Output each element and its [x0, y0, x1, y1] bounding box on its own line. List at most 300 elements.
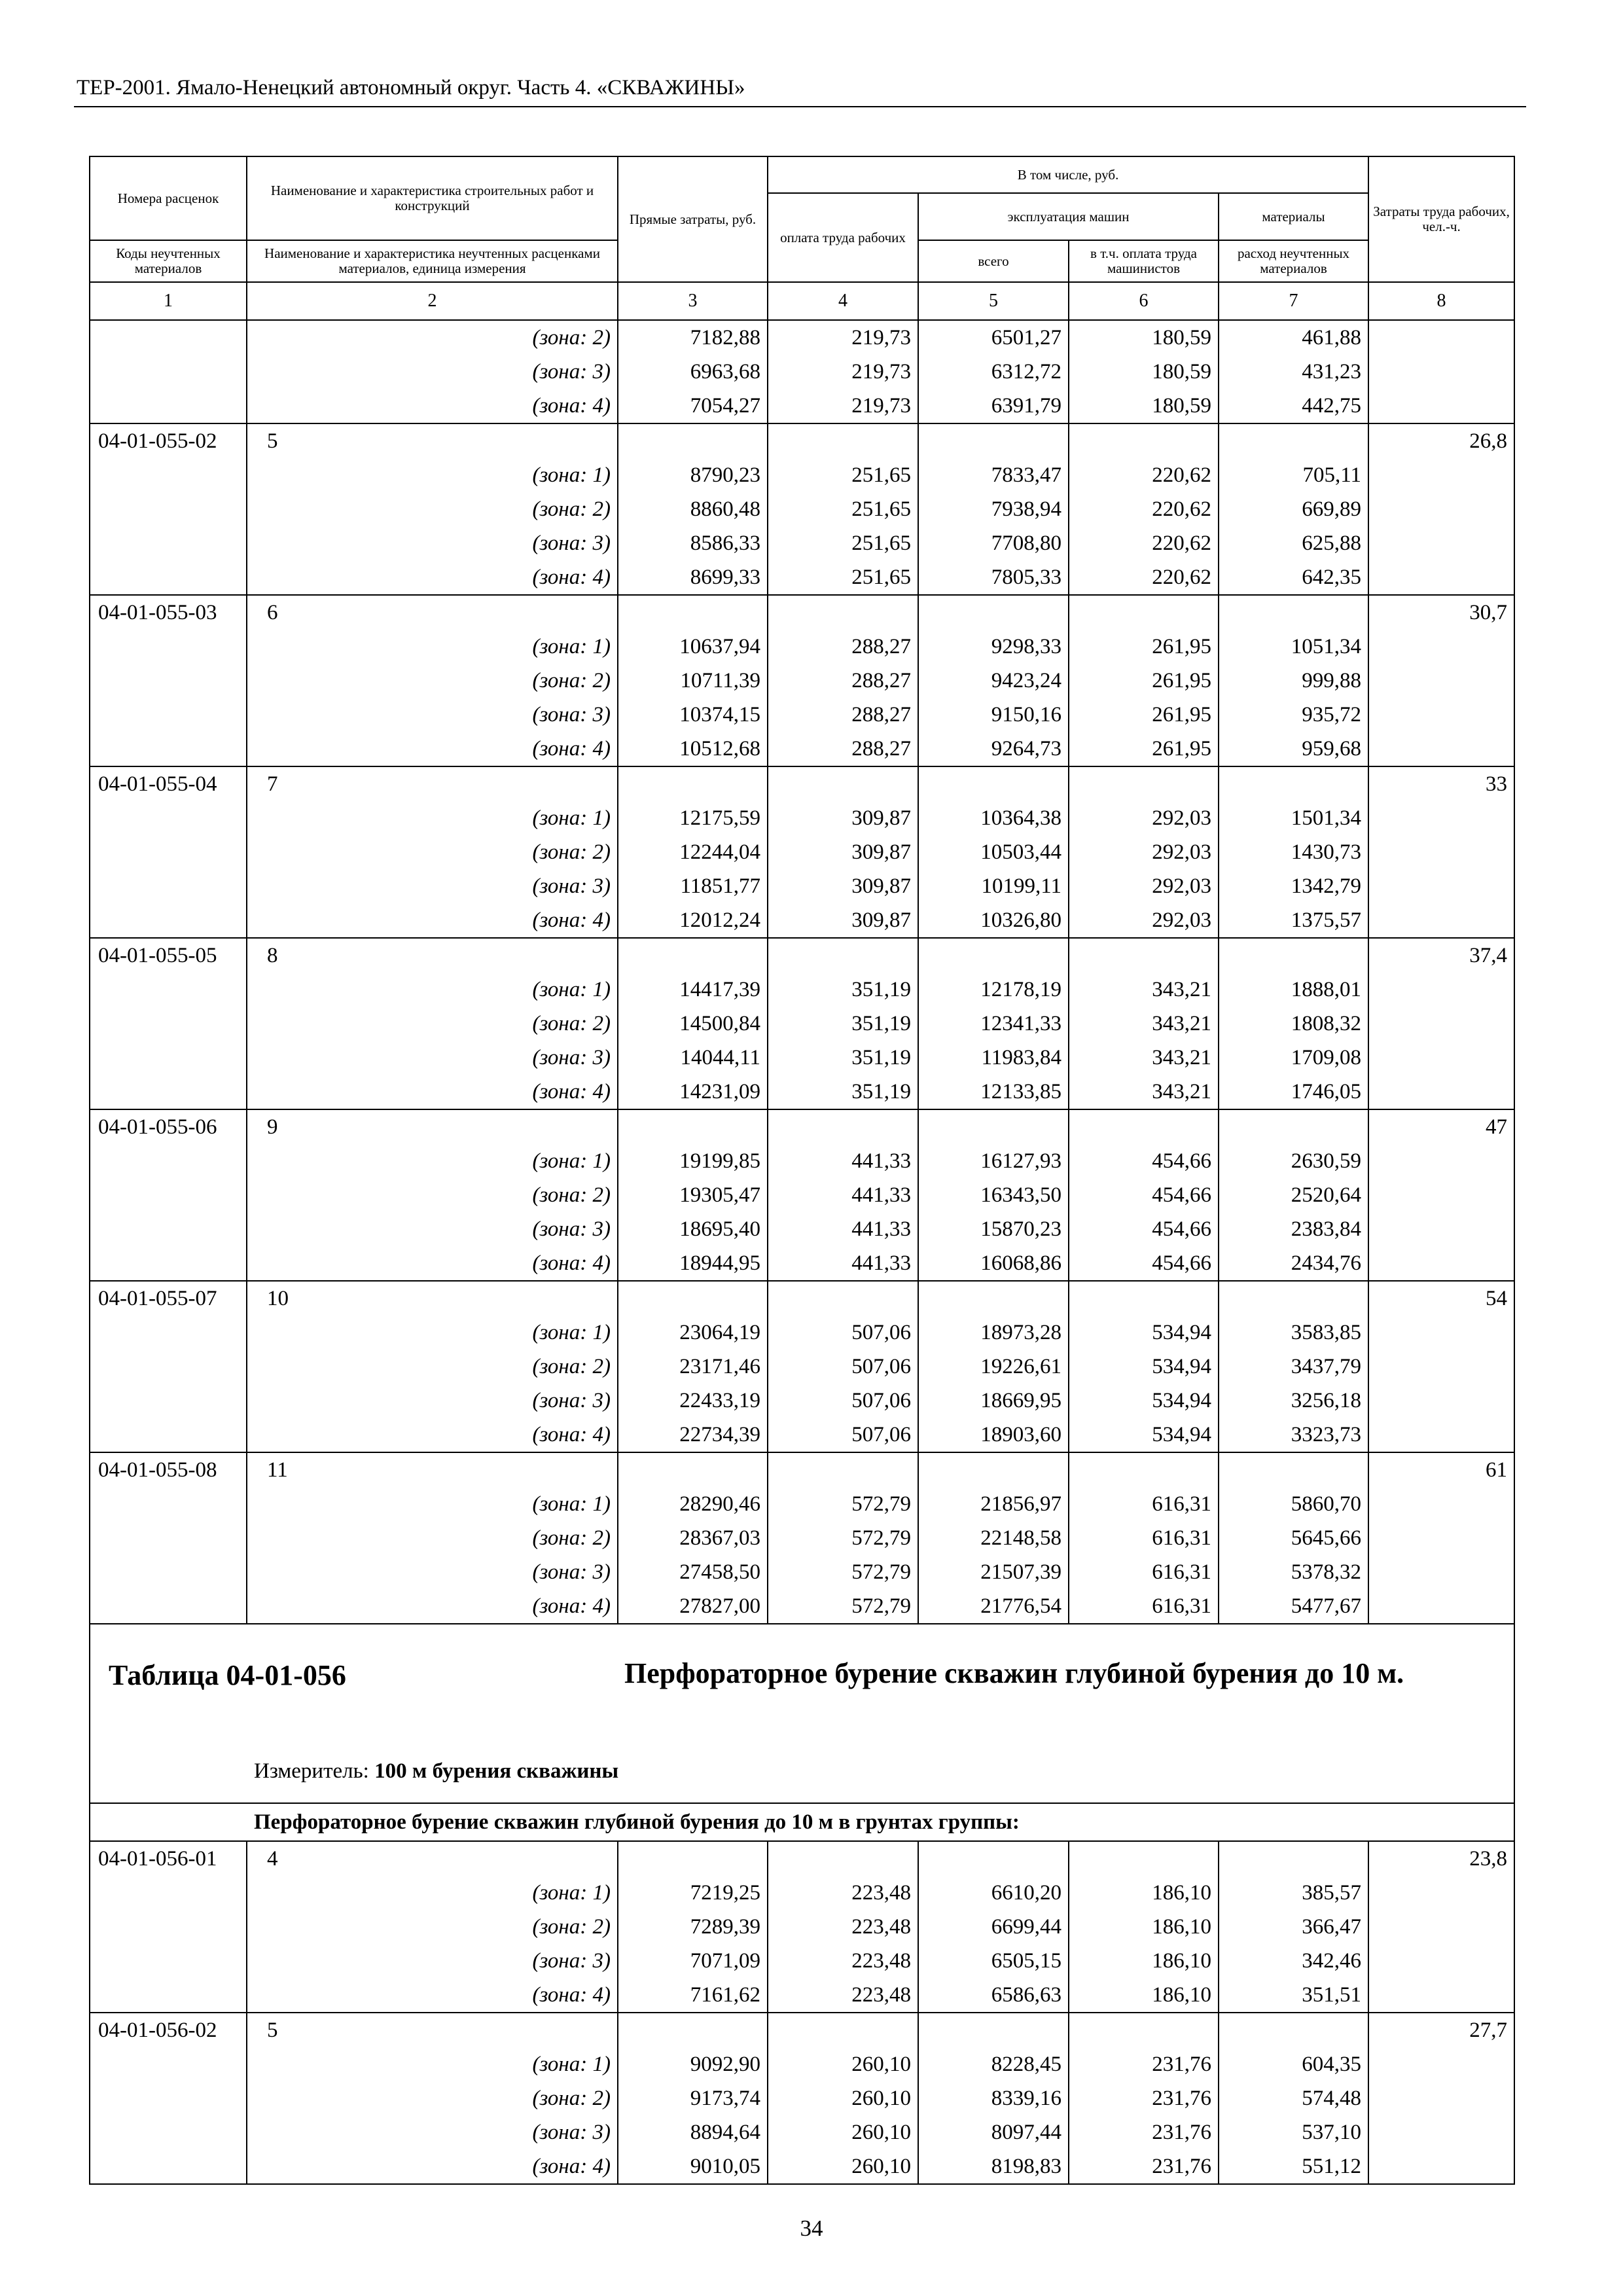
materials-value: 2434,76 — [1219, 1246, 1368, 1281]
table-row — [90, 732, 1514, 766]
zone-label: (зона: 3) — [247, 1384, 618, 1418]
empty-cell — [1069, 2013, 1219, 2047]
direct-costs-value: 19305,47 — [618, 1178, 768, 1212]
empty-cell — [918, 1109, 1069, 1144]
operators-pay-value: 220,62 — [1069, 560, 1219, 595]
table-row — [90, 1841, 1514, 1876]
column-numbers-row — [90, 282, 1514, 320]
operators-pay-value: 616,31 — [1069, 1555, 1219, 1589]
empty-cell — [618, 2013, 768, 2047]
direct-costs-value: 12012,24 — [618, 903, 768, 938]
labor-costs-value: 47 — [1368, 1109, 1514, 1144]
workers-pay-value: 223,48 — [768, 1978, 918, 2013]
soil-group: 7 — [247, 766, 618, 801]
labor-cell — [1368, 630, 1514, 664]
table-row — [90, 630, 1514, 664]
code-cell — [90, 1589, 247, 1624]
table-row — [90, 1281, 1514, 1316]
empty-cell — [618, 1281, 768, 1316]
workers-pay-value: 507,06 — [768, 1418, 918, 1452]
code-cell — [90, 869, 247, 903]
empty-cell — [618, 1452, 768, 1487]
rate-code: 04-01-055-05 — [90, 938, 247, 973]
table-row — [90, 938, 1514, 973]
rate-code: 04-01-056-02 — [90, 2013, 247, 2047]
soil-group: 9 — [247, 1109, 618, 1144]
machines-total-value: 10326,80 — [918, 903, 1069, 938]
workers-pay-value: 223,48 — [768, 1944, 918, 1978]
machines-total-value: 16343,50 — [918, 1178, 1069, 1212]
materials-value: 604,35 — [1219, 2047, 1368, 2081]
running-header: ТЕР-2001. Ямало-Ненецкий автономный округ. Часть 4. «СКВАЖИНЫ» — [77, 76, 745, 99]
column-number: 1 — [90, 282, 247, 320]
labor-cell — [1368, 1910, 1514, 1944]
empty-cell — [768, 1841, 918, 1876]
code-cell — [90, 630, 247, 664]
machines-total-value: 10364,38 — [918, 801, 1069, 835]
table-row — [90, 1384, 1514, 1418]
empty-cell — [768, 1109, 918, 1144]
empty-cell — [618, 766, 768, 801]
table-056-section — [90, 1624, 1514, 1841]
operators-pay-value: 616,31 — [1069, 1521, 1219, 1555]
labor-costs-value: 33 — [1368, 766, 1514, 801]
direct-costs-value: 27827,00 — [618, 1589, 768, 1624]
rate-code: 04-01-055-03 — [90, 595, 247, 630]
machines-total-value: 21507,39 — [918, 1555, 1069, 1589]
empty-cell — [618, 938, 768, 973]
header-work-name: Наименование и характеристика строительных работ и конструкций — [247, 156, 618, 240]
workers-pay-value: 572,79 — [768, 1487, 918, 1521]
table-row — [90, 1876, 1514, 1910]
code-cell — [90, 1521, 247, 1555]
operators-pay-value: 454,66 — [1069, 1144, 1219, 1178]
zone-label: (зона: 3) — [247, 1944, 618, 1978]
zone-label: (зона: 2) — [247, 1521, 618, 1555]
materials-value: 1808,32 — [1219, 1007, 1368, 1041]
table-row — [90, 526, 1514, 560]
table-row — [90, 1350, 1514, 1384]
empty-cell — [918, 938, 1069, 973]
labor-cell — [1368, 492, 1514, 526]
materials-value: 551,12 — [1219, 2149, 1368, 2184]
direct-costs-value: 8586,33 — [618, 526, 768, 560]
table-row — [90, 1418, 1514, 1452]
empty-cell — [1069, 1281, 1219, 1316]
empty-cell — [1069, 766, 1219, 801]
materials-value: 1709,08 — [1219, 1041, 1368, 1075]
direct-costs-value: 12244,04 — [618, 835, 768, 869]
labor-costs-value: 37,4 — [1368, 938, 1514, 973]
empty-cell — [618, 595, 768, 630]
table-row — [90, 355, 1514, 389]
materials-value: 461,88 — [1219, 320, 1368, 355]
direct-costs-value: 7289,39 — [618, 1910, 768, 1944]
machines-total-value: 12133,85 — [918, 1075, 1069, 1109]
materials-value: 431,23 — [1219, 355, 1368, 389]
materials-value: 705,11 — [1219, 458, 1368, 492]
workers-pay-value: 351,19 — [768, 973, 918, 1007]
empty-cell — [768, 1281, 918, 1316]
table-row — [90, 595, 1514, 630]
workers-pay-value: 251,65 — [768, 458, 918, 492]
workers-pay-value: 260,10 — [768, 2081, 918, 2115]
workers-pay-value: 572,79 — [768, 1521, 918, 1555]
materials-value: 1051,34 — [1219, 630, 1368, 664]
header-total: всего — [918, 240, 1069, 282]
column-number: 3 — [618, 282, 768, 320]
operators-pay-value: 220,62 — [1069, 492, 1219, 526]
labor-cell — [1368, 1876, 1514, 1910]
code-cell — [90, 1178, 247, 1212]
operators-pay-value: 616,31 — [1069, 1487, 1219, 1521]
materials-value: 642,35 — [1219, 560, 1368, 595]
labor-cell — [1368, 1212, 1514, 1246]
labor-cell — [1368, 2047, 1514, 2081]
code-cell — [90, 1418, 247, 1452]
zone-label: (зона: 1) — [247, 458, 618, 492]
direct-costs-value: 14417,39 — [618, 973, 768, 1007]
soil-group: 8 — [247, 938, 618, 973]
zone-label: (зона: 1) — [247, 801, 618, 835]
workers-pay-value: 441,33 — [768, 1212, 918, 1246]
machines-total-value: 7708,80 — [918, 526, 1069, 560]
labor-cell — [1368, 2115, 1514, 2149]
workers-pay-value: 219,73 — [768, 355, 918, 389]
materials-value: 5645,66 — [1219, 1521, 1368, 1555]
operators-pay-value: 186,10 — [1069, 1876, 1219, 1910]
page-number: 34 — [800, 2215, 823, 2241]
labor-costs-value: 23,8 — [1368, 1841, 1514, 1876]
materials-value: 1888,01 — [1219, 973, 1368, 1007]
materials-value: 1746,05 — [1219, 1075, 1368, 1109]
labor-cell — [1368, 869, 1514, 903]
table-row — [90, 1452, 1514, 1487]
table-row — [90, 698, 1514, 732]
table-row — [90, 2081, 1514, 2115]
table-row — [90, 766, 1514, 801]
empty-cell — [1069, 1452, 1219, 1487]
operators-pay-value: 261,95 — [1069, 732, 1219, 766]
rates-table — [89, 156, 1515, 2185]
operators-pay-value: 220,62 — [1069, 458, 1219, 492]
table-row — [90, 1487, 1514, 1521]
operators-pay-value: 220,62 — [1069, 526, 1219, 560]
direct-costs-value: 23064,19 — [618, 1316, 768, 1350]
zone-label: (зона: 4) — [247, 903, 618, 938]
materials-value: 669,89 — [1219, 492, 1368, 526]
labor-cell — [1368, 1944, 1514, 1978]
header-direct-costs: Прямые затраты, руб. — [618, 156, 768, 282]
zone-label: (зона: 2) — [247, 1910, 618, 1944]
zone-label: (зона: 4) — [247, 1978, 618, 2013]
materials-value: 1501,34 — [1219, 801, 1368, 835]
table-row — [90, 1978, 1514, 2013]
labor-cell — [1368, 1589, 1514, 1624]
table-row — [90, 1589, 1514, 1624]
table-title: Перфораторное бурение скважин глубиной бурения до 10 м. — [624, 1657, 1404, 1689]
table-row — [90, 835, 1514, 869]
column-number: 7 — [1219, 282, 1368, 320]
direct-costs-value: 11851,77 — [618, 869, 768, 903]
empty-cell — [918, 1281, 1069, 1316]
table-row — [90, 869, 1514, 903]
direct-costs-value: 10637,94 — [618, 630, 768, 664]
zone-label: (зона: 4) — [247, 1589, 618, 1624]
empty-cell — [1219, 1109, 1368, 1144]
header-rates-number: Номера расценок — [90, 156, 247, 240]
table-row — [90, 903, 1514, 938]
table-row — [90, 1075, 1514, 1109]
operators-pay-value: 231,76 — [1069, 2047, 1219, 2081]
workers-pay-value: 288,27 — [768, 732, 918, 766]
empty-cell — [918, 1841, 1069, 1876]
labor-cell — [1368, 560, 1514, 595]
direct-costs-value: 8790,23 — [618, 458, 768, 492]
operators-pay-value: 231,76 — [1069, 2115, 1219, 2149]
zone-label: (зона: 3) — [247, 355, 618, 389]
code-cell — [90, 1041, 247, 1075]
machines-total-value: 11983,84 — [918, 1041, 1069, 1075]
labor-cell — [1368, 320, 1514, 355]
workers-pay-value: 223,48 — [768, 1876, 918, 1910]
empty-cell — [618, 1109, 768, 1144]
code-cell — [90, 1487, 247, 1521]
header-machine-operation: эксплуатация машин — [918, 193, 1219, 240]
zone-label: (зона: 1) — [247, 1876, 618, 1910]
operators-pay-value: 261,95 — [1069, 698, 1219, 732]
machines-total-value: 6699,44 — [918, 1910, 1069, 1944]
materials-value: 2630,59 — [1219, 1144, 1368, 1178]
empty-cell — [918, 595, 1069, 630]
materials-value: 342,46 — [1219, 1944, 1368, 1978]
labor-cell — [1368, 698, 1514, 732]
soil-group: 6 — [247, 595, 618, 630]
unit-value: 100 м бурения скважины — [374, 1759, 619, 1783]
workers-pay-value: 441,33 — [768, 1246, 918, 1281]
materials-value: 366,47 — [1219, 1910, 1368, 1944]
table-row — [90, 389, 1514, 423]
operators-pay-value: 292,03 — [1069, 835, 1219, 869]
machines-total-value: 18669,95 — [918, 1384, 1069, 1418]
direct-costs-value: 7219,25 — [618, 1876, 768, 1910]
labor-cell — [1368, 1041, 1514, 1075]
labor-cell — [1368, 2081, 1514, 2115]
direct-costs-value: 28290,46 — [618, 1487, 768, 1521]
direct-costs-value: 7161,62 — [618, 1978, 768, 2013]
code-cell — [90, 492, 247, 526]
workers-pay-value: 288,27 — [768, 698, 918, 732]
machines-total-value: 8097,44 — [918, 2115, 1069, 2149]
empty-cell — [1219, 1281, 1368, 1316]
labor-costs-value: 30,7 — [1368, 595, 1514, 630]
materials-value: 2520,64 — [1219, 1178, 1368, 1212]
table-row — [90, 1041, 1514, 1075]
empty-cell — [618, 423, 768, 458]
machines-total-value: 10503,44 — [918, 835, 1069, 869]
table-row — [90, 1212, 1514, 1246]
direct-costs-value: 8894,64 — [618, 2115, 768, 2149]
soil-group: 11 — [247, 1452, 618, 1487]
direct-costs-value: 10512,68 — [618, 732, 768, 766]
labor-cell — [1368, 1178, 1514, 1212]
table-label: Таблица 04-01-056 — [109, 1659, 346, 1691]
empty-cell — [768, 423, 918, 458]
empty-cell — [1219, 766, 1368, 801]
zone-label: (зона: 3) — [247, 526, 618, 560]
materials-value: 999,88 — [1219, 664, 1368, 698]
direct-costs-value: 23171,46 — [618, 1350, 768, 1384]
machines-total-value: 6586,63 — [918, 1978, 1069, 2013]
soil-group: 10 — [247, 1281, 618, 1316]
header-workers-pay: оплата труда рабочих — [768, 193, 918, 282]
labor-cell — [1368, 1418, 1514, 1452]
labor-cell — [1368, 732, 1514, 766]
labor-cell — [1368, 1007, 1514, 1041]
operators-pay-value: 292,03 — [1069, 869, 1219, 903]
operators-pay-value: 261,95 — [1069, 630, 1219, 664]
code-cell — [90, 2115, 247, 2149]
operators-pay-value: 454,66 — [1069, 1212, 1219, 1246]
code-cell — [90, 1144, 247, 1178]
labor-costs-value: 54 — [1368, 1281, 1514, 1316]
zone-label: (зона: 2) — [247, 492, 618, 526]
operators-pay-value: 534,94 — [1069, 1384, 1219, 1418]
operators-pay-value: 180,59 — [1069, 320, 1219, 355]
labor-costs-value: 27,7 — [1368, 2013, 1514, 2047]
machines-total-value: 19226,61 — [918, 1350, 1069, 1384]
code-cell — [90, 2081, 247, 2115]
machines-total-value: 21776,54 — [918, 1589, 1069, 1624]
operators-pay-value: 454,66 — [1069, 1246, 1219, 1281]
zone-label: (зона: 2) — [247, 835, 618, 869]
code-cell — [90, 458, 247, 492]
rate-code: 04-01-055-07 — [90, 1281, 247, 1316]
workers-pay-value: 219,73 — [768, 320, 918, 355]
zone-label: (зона: 2) — [247, 1178, 618, 1212]
header-rule — [74, 106, 1526, 107]
zone-label: (зона: 1) — [247, 1487, 618, 1521]
operators-pay-value: 261,95 — [1069, 664, 1219, 698]
empty-cell — [768, 2013, 918, 2047]
code-cell — [90, 973, 247, 1007]
table-row — [90, 1316, 1514, 1350]
labor-costs-value: 61 — [1368, 1452, 1514, 1487]
labor-cell — [1368, 835, 1514, 869]
labor-cell — [1368, 1144, 1514, 1178]
soil-group: 5 — [247, 2013, 618, 2047]
materials-value: 1342,79 — [1219, 869, 1368, 903]
empty-cell — [768, 766, 918, 801]
code-cell — [90, 526, 247, 560]
zone-label: (зона: 2) — [247, 320, 618, 355]
table-row — [90, 1007, 1514, 1041]
rates-body-056 — [90, 1841, 1514, 2184]
zone-label: (зона: 1) — [247, 1316, 618, 1350]
direct-costs-value: 9092,90 — [618, 2047, 768, 2081]
machines-total-value: 18903,60 — [918, 1418, 1069, 1452]
unit-prefix: Измеритель: — [254, 1759, 375, 1783]
direct-costs-value: 10711,39 — [618, 664, 768, 698]
labor-cell — [1368, 526, 1514, 560]
direct-costs-value: 27458,50 — [618, 1555, 768, 1589]
operators-pay-value: 616,31 — [1069, 1589, 1219, 1624]
header-labor-costs: Затраты труда рабочих, чел.-ч. — [1368, 156, 1514, 282]
machines-total-value: 8228,45 — [918, 2047, 1069, 2081]
operators-pay-value: 343,21 — [1069, 1041, 1219, 1075]
zone-label: (зона: 3) — [247, 1212, 618, 1246]
machines-total-value: 16127,93 — [918, 1144, 1069, 1178]
code-cell — [90, 1555, 247, 1589]
operators-pay-value: 292,03 — [1069, 903, 1219, 938]
zone-label: (зона: 1) — [247, 630, 618, 664]
header-operators-pay: в т.ч. оплата труда машинистов — [1069, 240, 1219, 282]
header-materials-code: Коды неучтенных материалов — [90, 240, 247, 282]
labor-cell — [1368, 1316, 1514, 1350]
code-cell — [90, 1246, 247, 1281]
table-row — [90, 1555, 1514, 1589]
code-cell — [90, 1910, 247, 1944]
operators-pay-value: 186,10 — [1069, 1944, 1219, 1978]
direct-costs-value: 14044,11 — [618, 1041, 768, 1075]
direct-costs-value: 14231,09 — [618, 1075, 768, 1109]
zone-label: (зона: 1) — [247, 973, 618, 1007]
code-cell — [90, 732, 247, 766]
empty-cell — [918, 766, 1069, 801]
empty-cell — [918, 1452, 1069, 1487]
machines-total-value: 22148,58 — [918, 1521, 1069, 1555]
code-cell — [90, 835, 247, 869]
operators-pay-value: 180,59 — [1069, 355, 1219, 389]
machines-total-value: 7938,94 — [918, 492, 1069, 526]
operators-pay-value: 534,94 — [1069, 1418, 1219, 1452]
materials-value: 1375,57 — [1219, 903, 1368, 938]
direct-costs-value: 22433,19 — [618, 1384, 768, 1418]
labor-cell — [1368, 1246, 1514, 1281]
labor-cell — [1368, 664, 1514, 698]
empty-cell — [1219, 595, 1368, 630]
column-number: 8 — [1368, 282, 1514, 320]
workers-pay-value: 260,10 — [768, 2149, 918, 2184]
operators-pay-value: 534,94 — [1069, 1350, 1219, 1384]
workers-pay-value: 351,19 — [768, 1007, 918, 1041]
table-row — [90, 1109, 1514, 1144]
materials-value: 574,48 — [1219, 2081, 1368, 2115]
labor-cell — [1368, 1521, 1514, 1555]
materials-value: 537,10 — [1219, 2115, 1368, 2149]
rate-code: 04-01-055-04 — [90, 766, 247, 801]
machines-total-value: 12341,33 — [918, 1007, 1069, 1041]
zone-label: (зона: 4) — [247, 1418, 618, 1452]
table-row — [90, 2013, 1514, 2047]
table-row — [90, 664, 1514, 698]
empty-cell — [918, 423, 1069, 458]
code-cell — [90, 355, 247, 389]
labor-cell — [1368, 1384, 1514, 1418]
empty-cell — [1069, 938, 1219, 973]
materials-value: 3437,79 — [1219, 1350, 1368, 1384]
machines-total-value: 9298,33 — [918, 630, 1069, 664]
workers-pay-value: 288,27 — [768, 664, 918, 698]
rate-code: 04-01-055-06 — [90, 1109, 247, 1144]
workers-pay-value: 572,79 — [768, 1555, 918, 1589]
materials-value: 1430,73 — [1219, 835, 1368, 869]
operators-pay-value: 292,03 — [1069, 801, 1219, 835]
soil-group: 5 — [247, 423, 618, 458]
table-row — [90, 1944, 1514, 1978]
machines-total-value: 15870,23 — [918, 1212, 1069, 1246]
direct-costs-value: 9010,05 — [618, 2149, 768, 2184]
